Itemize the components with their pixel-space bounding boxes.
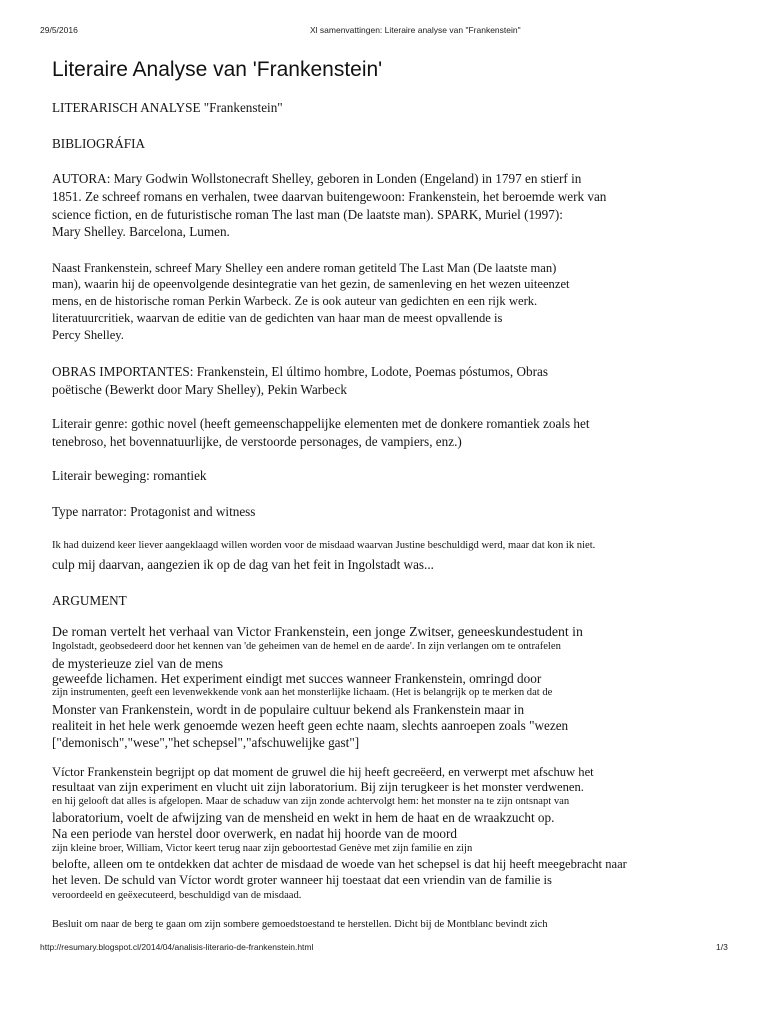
paragraph-line: resultaat van zijn experiment en vlucht uit zijn laboratorium. Bij zijn terugkeer is het monster verdwenen. <box>52 780 584 794</box>
paragraph-line: Literair genre: gothic novel (heeft gemeenschappelijke elementen met de donkere romantiek zoals het <box>52 416 590 431</box>
paragraph-line: AUTORA: Mary Godwin Wollstonecraft Shelley, geboren in Londen (Engeland) in 1797 en stierf in <box>52 171 582 186</box>
paragraph-line: science fiction, en de futuristische roman The last man (De laatste man). SPARK, Muriel (1997): <box>52 207 563 222</box>
paragraph-line: De roman vertelt het verhaal van Victor Frankenstein, een jonge Zwitser, geneeskundestudent in <box>52 624 583 639</box>
paragraph-line: veroordeeld en geëxecuteerd, beschuldigd van de misdaad. <box>52 890 302 901</box>
paragraph-line: culp mij daarvan, aangezien ik op de dag van het feit in Ingolstadt was... <box>52 557 434 572</box>
paragraph-line: Type narrator: Protagonist and witness <box>52 504 256 519</box>
paragraph-line: Ingolstadt, geobsedeerd door het kennen van 'de geheimen van de hemel en de aarde'. In zijn verlangen om te ontrafelen <box>52 641 561 652</box>
paragraph-line: Na een periode van herstel door overwerk, en nadat hij hoorde van de moord <box>52 826 458 841</box>
paragraph-line: 1851. Ze schreef romans en verhalen, twee daarvan buitengewoon: Frankenstein, het beroemde werk van <box>52 189 607 204</box>
paragraph-line: Ik had duizend keer liever aangeklaagd willen worden voor de misdaad waarvan Justine beschuldigd werd, maar dat kon ik niet. <box>52 540 596 551</box>
paragraph-line: ["demonisch","wese","het schepsel","afschuwelijke gast"] <box>52 735 360 750</box>
paragraph-line: realiteit in het hele werk genoemde wezen heeft geen echte naam, slechts aanroepen zoals "wezen <box>52 718 569 733</box>
section-heading: ARGUMENT <box>52 593 127 608</box>
paragraph-line: Monster van Frankenstein, wordt in de populaire cultuur bekend als Frankenstein maar in <box>52 702 525 717</box>
paragraph-line: poëtische (Bewerkt door Mary Shelley), Pekin Warbeck <box>52 382 347 397</box>
paragraph-line: Literair beweging: romantiek <box>52 468 207 483</box>
header-date: 29/5/2016 <box>40 25 78 35</box>
paragraph-line: geweefde lichamen. Het experiment eindigt met succes wanneer Frankenstein, omringd door <box>52 671 542 686</box>
footer-url: http://resumary.blogspot.cl/2014/04/analisis-literario-de-frankenstein.html <box>40 942 314 952</box>
paragraph-line: zijn instrumenten, geeft een levenwekkende vonk aan het monsterlijke lichaam. (Het is belangrijk op te merken dat de <box>52 687 553 698</box>
paragraph-line: literatuurcritiek, waarvan de editie van de gedichten van haar man de meest opvallende is <box>52 311 503 325</box>
paragraph-line: mens, en de historische roman Perkin Warbeck. Ze is ook auteur van gedichten en een rijk werk. <box>52 294 538 308</box>
paragraph-line: zijn kleine broer, William, Victor keert terug naar zijn geboortestad Genève met zijn familie en zijn <box>52 843 473 854</box>
paragraph-line: Mary Shelley. Barcelona, Lumen. <box>52 224 230 239</box>
paragraph-line: de mysterieuze ziel van de mens <box>52 656 223 671</box>
paragraph-line: Percy Shelley. <box>52 328 124 342</box>
header-document-title: Xl samenvattingen: Literaire analyse van "Frankenstein" <box>310 25 521 35</box>
page-title: Literaire Analyse van 'Frankenstein' <box>52 58 383 81</box>
paragraph-line: Naast Frankenstein, schreef Mary Shelley een andere roman getiteld The Last Man (De laatste man) <box>52 261 557 275</box>
section-heading: LITERARISCH ANALYSE "Frankenstein" <box>52 100 283 115</box>
section-heading: BIBLIOGRÁFIA <box>52 136 146 151</box>
paragraph-line: Besluit om naar de berg te gaan om zijn sombere gemoedstoestand te herstellen. Dicht bij de Montblanc bevindt zich <box>52 919 548 930</box>
paragraph-line: laboratorium, voelt de afwijzing van de mensheid en wekt in hem de haat en de wraakzucht op. <box>52 810 555 825</box>
paragraph-line: en hij gelooft dat alles is afgelopen. Maar de schaduw van zijn zonde achtervolgt hem: het monster na te zijn ontsnapt van <box>52 796 570 807</box>
footer-page-number: 1/3 <box>716 942 728 952</box>
paragraph-line: tenebroso, het bovennatuurlijke, de verstoorde personages, de vampiers, enz.) <box>52 434 462 449</box>
paragraph-line: belofte, alleen om te ontdekken dat achter de misdaad de woede van het schepsel is dat hij heeft meegebracht naar <box>52 857 627 871</box>
paragraph-line: Víctor Frankenstein begrijpt op dat moment de gruwel die hij heeft gecreëerd, en verwerpt met afschuw het <box>52 765 594 779</box>
paragraph-line: OBRAS IMPORTANTES: Frankenstein, El último hombre, Lodote, Poemas póstumos, Obras <box>52 364 548 379</box>
paragraph-line: man), waarin hij de opeenvolgende desintegratie van het gezin, de samenleving en het wezen uiteenzet <box>52 277 570 291</box>
paragraph-line: het leven. De schuld van Víctor wordt groter wanneer hij toestaat dat een vriendin van de familie is <box>52 873 552 887</box>
